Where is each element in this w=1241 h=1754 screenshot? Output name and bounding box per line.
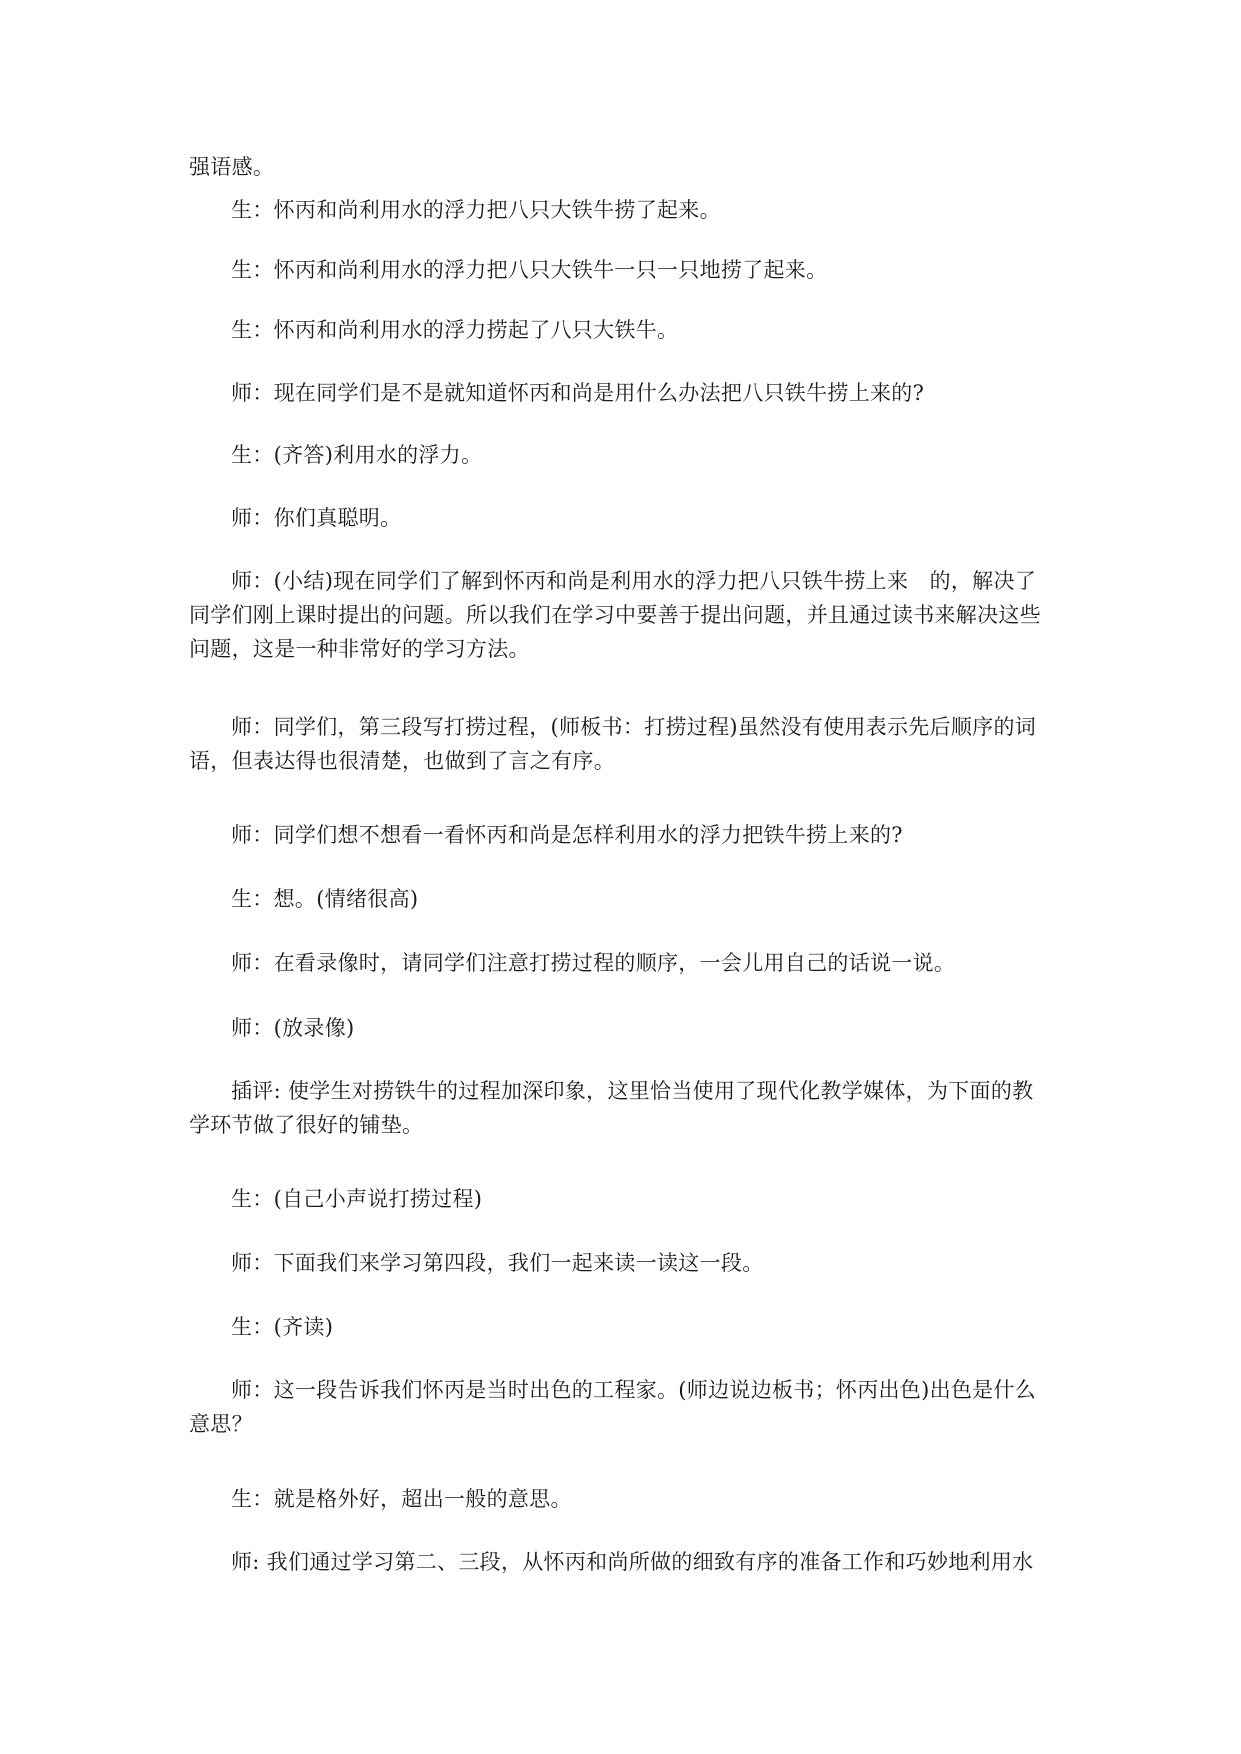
paragraph-truncated: 师: 我们通过学习第二、三段，从怀丙和尚所做的细致有序的准备工作和巧妙地利用水 xyxy=(231,1550,1034,1574)
paragraph: 师：同学们，第三段写打捞过程，(师板书：打捞过程)虽然没有使用表示先后顺序的词语，但表达得也很清楚，也做到了言之有序。 xyxy=(189,715,1037,773)
paragraph: 师：在看录像时，请同学们注意打捞过程的顺序，一会儿用自己的话说一说。 xyxy=(231,951,956,975)
paragraph: 生：(齐答)利用水的浮力。 xyxy=(231,443,483,467)
paragraph: 师：这一段告诉我们怀丙是当时出色的工程家。(师边说边板书；怀丙出色)出色是什么意思？ xyxy=(189,1378,1037,1436)
paragraph: 师：(放录像) xyxy=(231,1016,355,1040)
paragraph: 师：下面我们来学习第四段，我们一起来读一读这一段。 xyxy=(231,1251,764,1275)
paragraph: 生：(自己小声说打捞过程) xyxy=(231,1187,483,1211)
paragraph: 师：现在同学们是不是就知道怀丙和尚是用什么办法把八只铁牛捞上来的? xyxy=(231,381,925,405)
paragraph: 师：同学们想不想看一看怀丙和尚是怎样利用水的浮力把铁牛捞上来的? xyxy=(231,823,903,847)
paragraph: 生：就是格外好，超出一般的意思。 xyxy=(231,1487,572,1511)
paragraph: 生：怀丙和尚利用水的浮力把八只大铁牛捞了起来。 xyxy=(231,198,721,222)
paragraph-comment: 插评: 使学生对捞铁牛的过程加深印象，这里恰当使用了现代化教学媒体，为下面的教学环节做了很好的铺垫。 xyxy=(189,1079,1034,1137)
paragraph: 生：怀丙和尚利用水的浮力把八只大铁牛一只一只地捞了起来。 xyxy=(231,258,828,282)
paragraph: 生：想。(情绪很高) xyxy=(231,887,419,911)
paragraph: 生：怀丙和尚利用水的浮力捞起了八只大铁牛。 xyxy=(231,318,679,342)
paragraph: 师：你们真聪明。 xyxy=(231,506,402,530)
paragraph: 师：(小结)现在同学们了解到怀丙和尚是利用水的浮力把八只铁牛捞上来 的，解决了同学们刚上课时提出的问题。所以我们在学习中要善于提出问题，并且通过读书来解决这些问题，这是一种非常好的学习方法。 xyxy=(189,569,1041,661)
paragraph-continuation: 强语感。 xyxy=(189,155,275,179)
paragraph: 生：(齐读) xyxy=(231,1315,334,1339)
